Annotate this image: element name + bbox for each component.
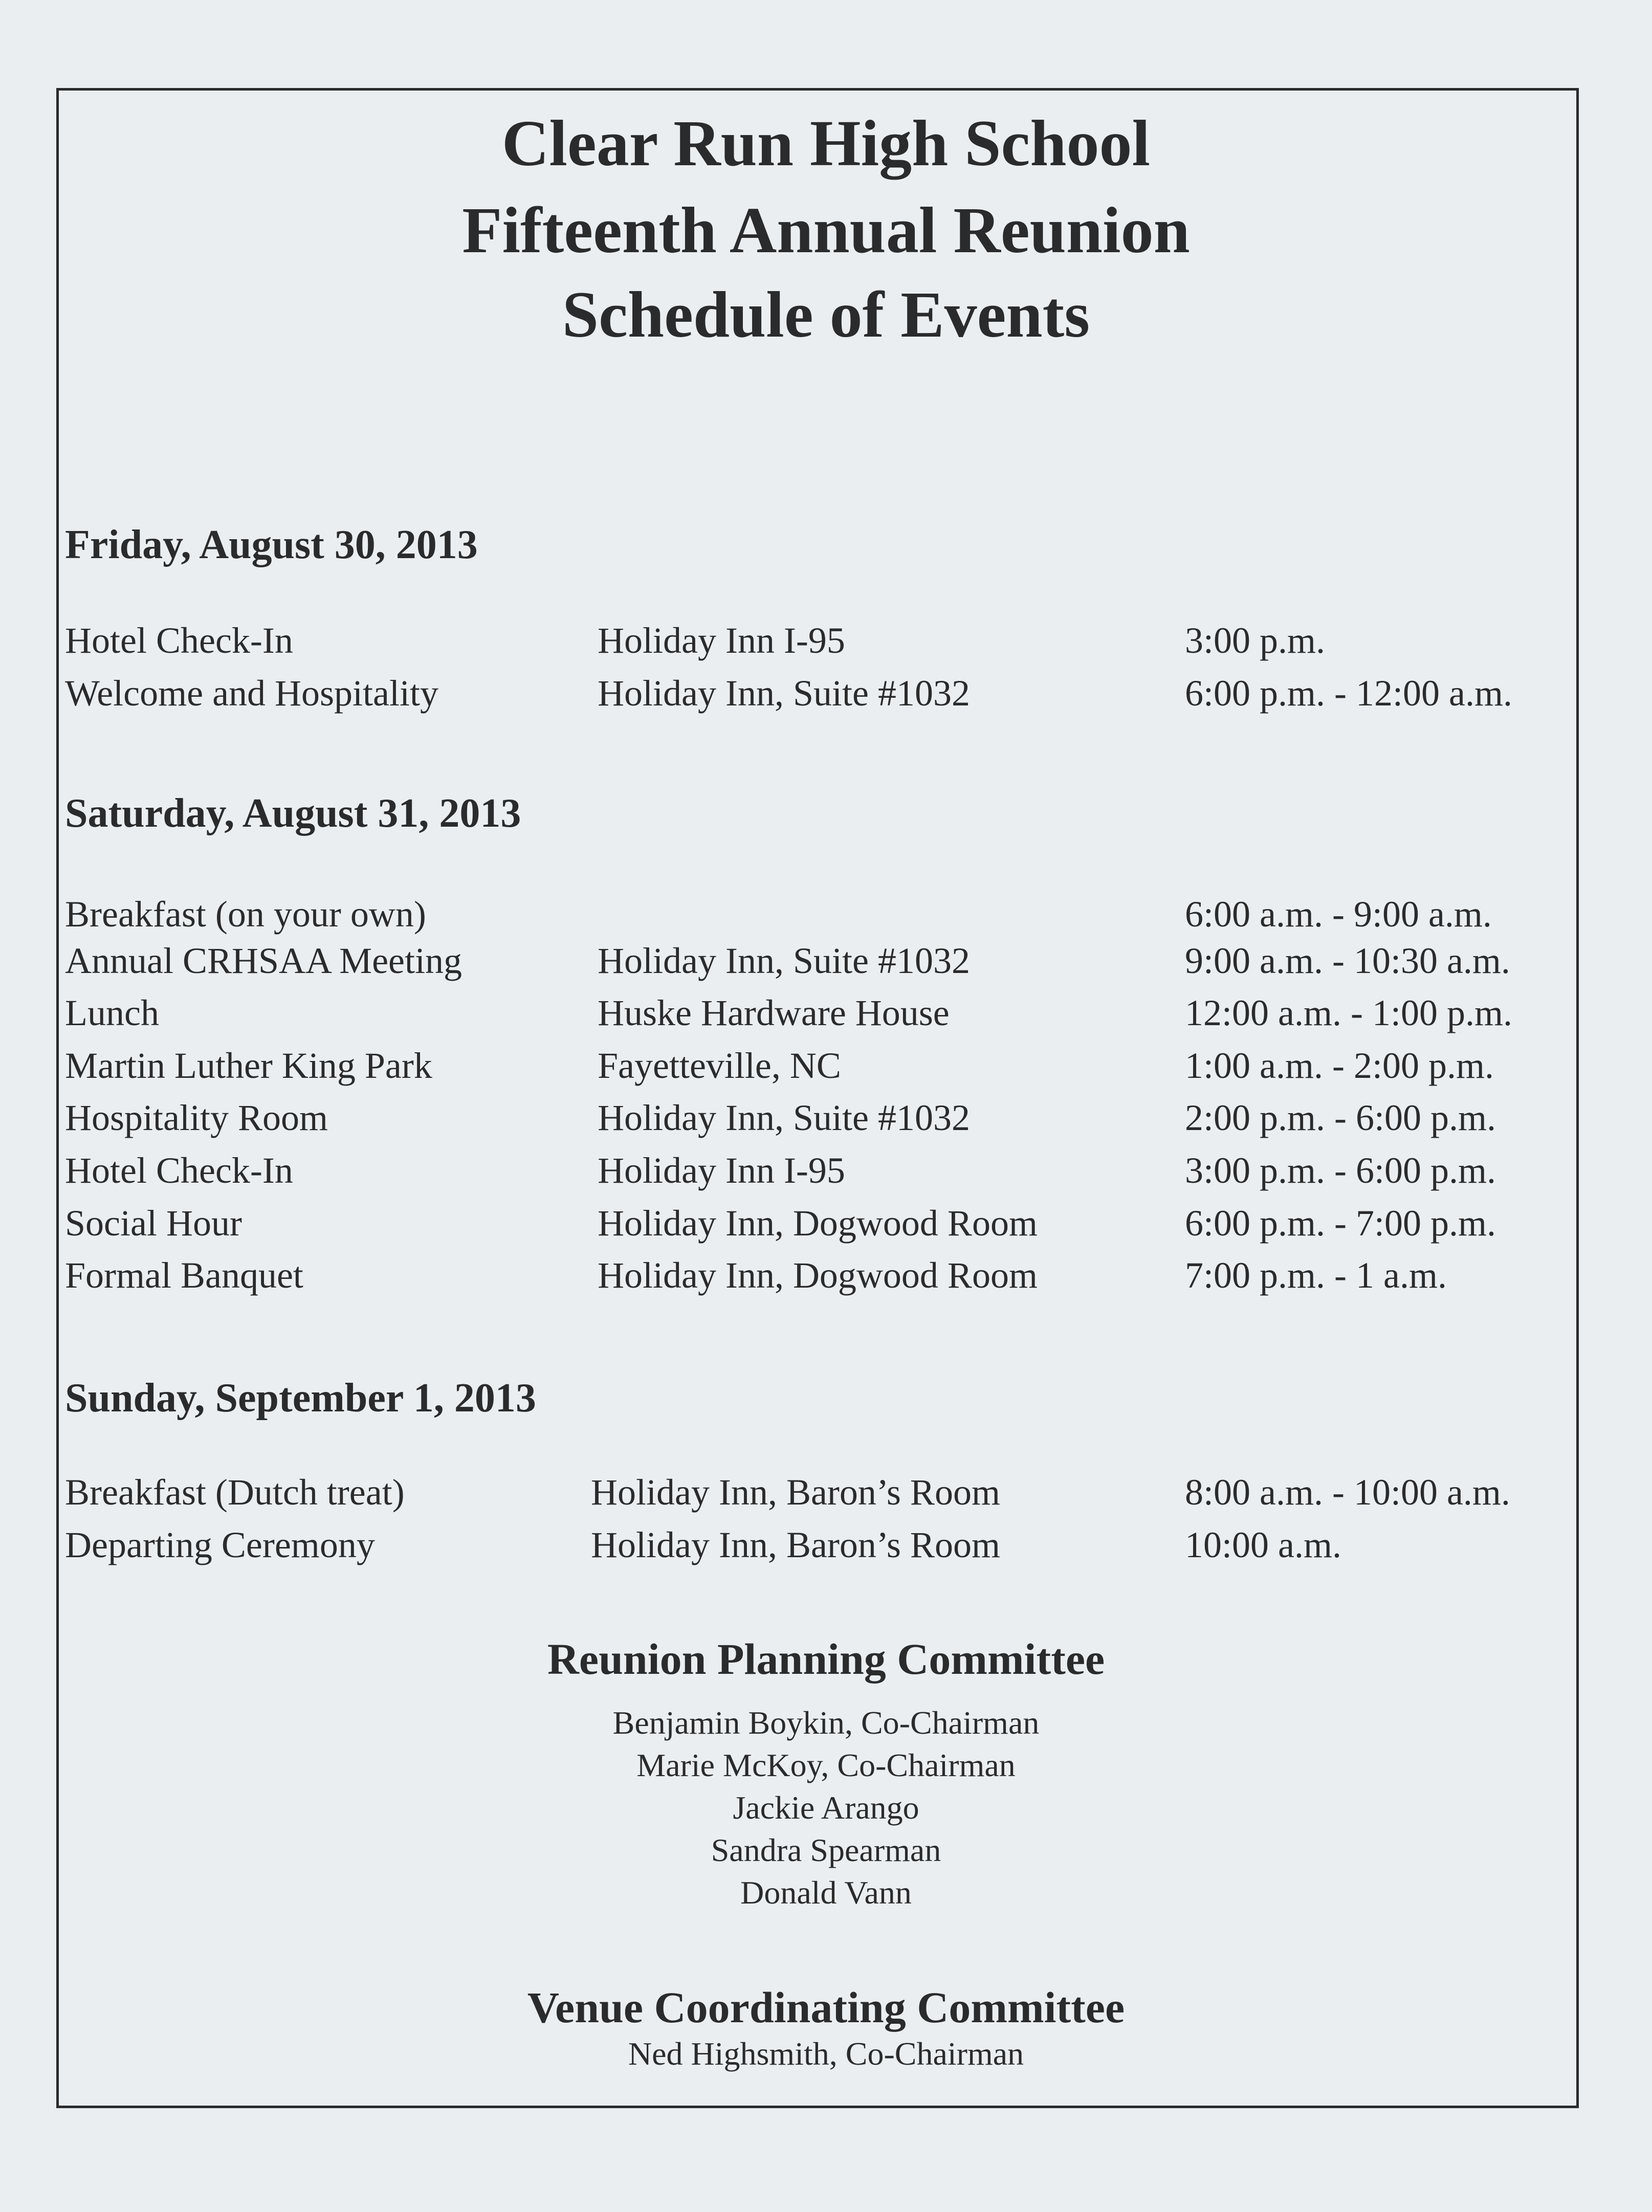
reunion-title: Fifteenth Annual Reunion: [462, 194, 1190, 267]
committee-member: Ned Highsmith, Co-Chairman: [628, 2036, 1024, 2072]
planning-committee-title: Reunion Planning Committee: [547, 1634, 1105, 1684]
committee-member: Jackie Arango: [733, 1789, 919, 1826]
event-name: Hotel Check-In: [65, 1150, 293, 1191]
event-location: Holiday Inn, Suite #1032: [598, 1097, 970, 1138]
event-name: Social Hour: [65, 1203, 242, 1244]
committee-member: Sandra Spearman: [711, 1832, 941, 1868]
event-name: Hospitality Room: [65, 1097, 328, 1138]
event-location: Holiday Inn, Dogwood Room: [598, 1255, 1038, 1296]
event-name: Martin Luther King Park: [65, 1045, 432, 1086]
event-location: Holiday Inn I-95: [598, 1150, 845, 1191]
event-location: Holiday Inn I-95: [598, 620, 845, 661]
event-location: Huske Hardware House: [598, 992, 950, 1033]
event-time: 6:00 a.m. - 9:00 a.m.: [1185, 894, 1492, 935]
event-name: Lunch: [65, 992, 159, 1033]
event-location: Fayetteville, NC: [598, 1045, 841, 1086]
committee-member: Donald Vann: [740, 1874, 912, 1911]
event-name: Hotel Check-In: [65, 620, 293, 661]
event-name: Breakfast (on your own): [65, 894, 426, 935]
event-time: 2:00 p.m. - 6:00 p.m.: [1185, 1097, 1496, 1138]
event-name: Departing Ceremony: [65, 1524, 375, 1565]
event-location: Holiday Inn, Dogwood Room: [598, 1203, 1038, 1244]
event-name: Formal Banquet: [65, 1255, 303, 1296]
event-time: 9:00 a.m. - 10:30 a.m.: [1185, 940, 1510, 981]
committee-member: Benjamin Boykin, Co-Chairman: [612, 1705, 1040, 1741]
day-heading-saturday: Saturday, August 31, 2013: [65, 791, 521, 836]
school-title: Clear Run High School: [501, 107, 1151, 180]
schedule-title: Schedule of Events: [562, 278, 1090, 351]
event-location: Holiday Inn, Suite #1032: [598, 673, 970, 714]
event-name: Annual CRHSAA Meeting: [65, 940, 462, 981]
event-time: 10:00 a.m.: [1185, 1524, 1341, 1565]
committee-member: Marie McKoy, Co-Chairman: [636, 1747, 1016, 1783]
event-location: Holiday Inn, Suite #1032: [598, 940, 970, 981]
event-time: 3:00 p.m. - 6:00 p.m.: [1185, 1150, 1496, 1191]
event-time: 6:00 p.m. - 7:00 p.m.: [1185, 1203, 1496, 1244]
event-time: 8:00 a.m. - 10:00 a.m.: [1185, 1472, 1510, 1513]
event-location: Holiday Inn, Baron’s Room: [591, 1524, 1000, 1565]
day-heading-sunday: Sunday, September 1, 2013: [65, 1376, 536, 1421]
event-time: 7:00 p.m. - 1 a.m.: [1185, 1255, 1447, 1296]
event-name: Welcome and Hospitality: [65, 673, 439, 714]
event-location: Holiday Inn, Baron’s Room: [591, 1472, 1000, 1513]
event-time: 1:00 a.m. - 2:00 p.m.: [1185, 1045, 1494, 1086]
day-heading-friday: Friday, August 30, 2013: [65, 522, 478, 567]
event-time: 6:00 p.m. - 12:00 a.m.: [1185, 673, 1512, 714]
event-time: 3:00 p.m.: [1185, 620, 1326, 661]
event-time: 12:00 a.m. - 1:00 p.m.: [1185, 992, 1512, 1033]
event-name: Breakfast (Dutch treat): [65, 1472, 405, 1513]
venue-committee-title: Venue Coordinating Committee: [527, 1983, 1125, 2032]
